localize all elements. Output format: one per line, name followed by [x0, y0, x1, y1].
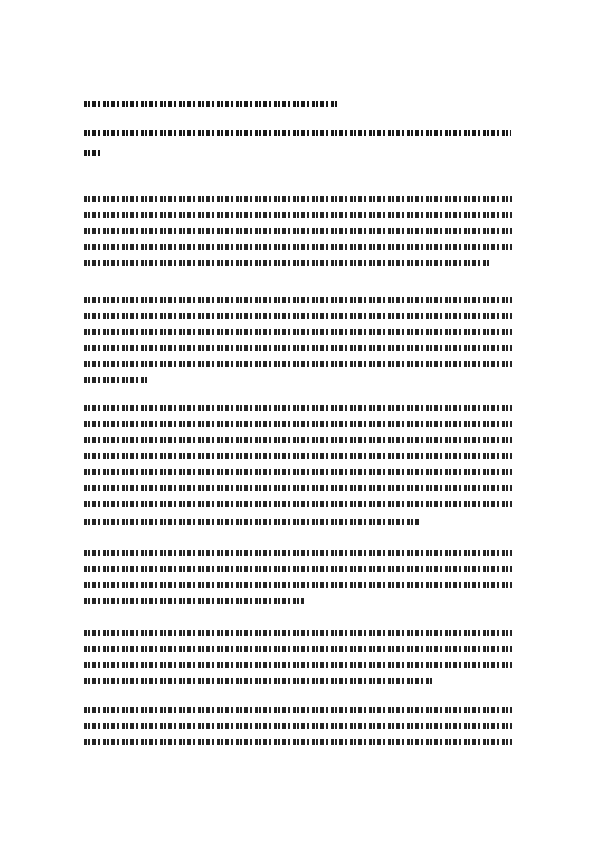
text-line	[84, 437, 512, 443]
text-line	[84, 453, 512, 459]
text-line	[84, 707, 512, 713]
text-line	[84, 550, 512, 556]
text-line	[84, 739, 512, 745]
text-line	[84, 297, 512, 303]
text-line	[84, 469, 512, 475]
text-line	[84, 519, 419, 525]
text-line	[84, 598, 304, 604]
text-line	[84, 329, 512, 335]
text-line	[84, 313, 512, 319]
text-line	[84, 421, 512, 427]
text-line	[84, 212, 512, 218]
text-line	[84, 196, 512, 202]
text-line	[84, 405, 512, 411]
text-line	[84, 566, 512, 572]
text-line	[84, 678, 432, 684]
text-line	[84, 723, 512, 729]
text-line	[84, 228, 512, 234]
text-line	[84, 377, 148, 383]
text-line	[84, 345, 512, 351]
header-line-3	[84, 150, 102, 156]
header-line-2	[84, 130, 511, 136]
text-line	[84, 260, 489, 266]
text-line	[84, 485, 512, 491]
header-line-1	[84, 101, 339, 107]
text-line	[84, 244, 512, 250]
text-line	[84, 582, 512, 588]
text-line	[84, 630, 512, 636]
text-line	[84, 662, 512, 668]
text-line	[84, 646, 512, 652]
text-line	[84, 361, 512, 367]
text-line	[84, 501, 512, 507]
